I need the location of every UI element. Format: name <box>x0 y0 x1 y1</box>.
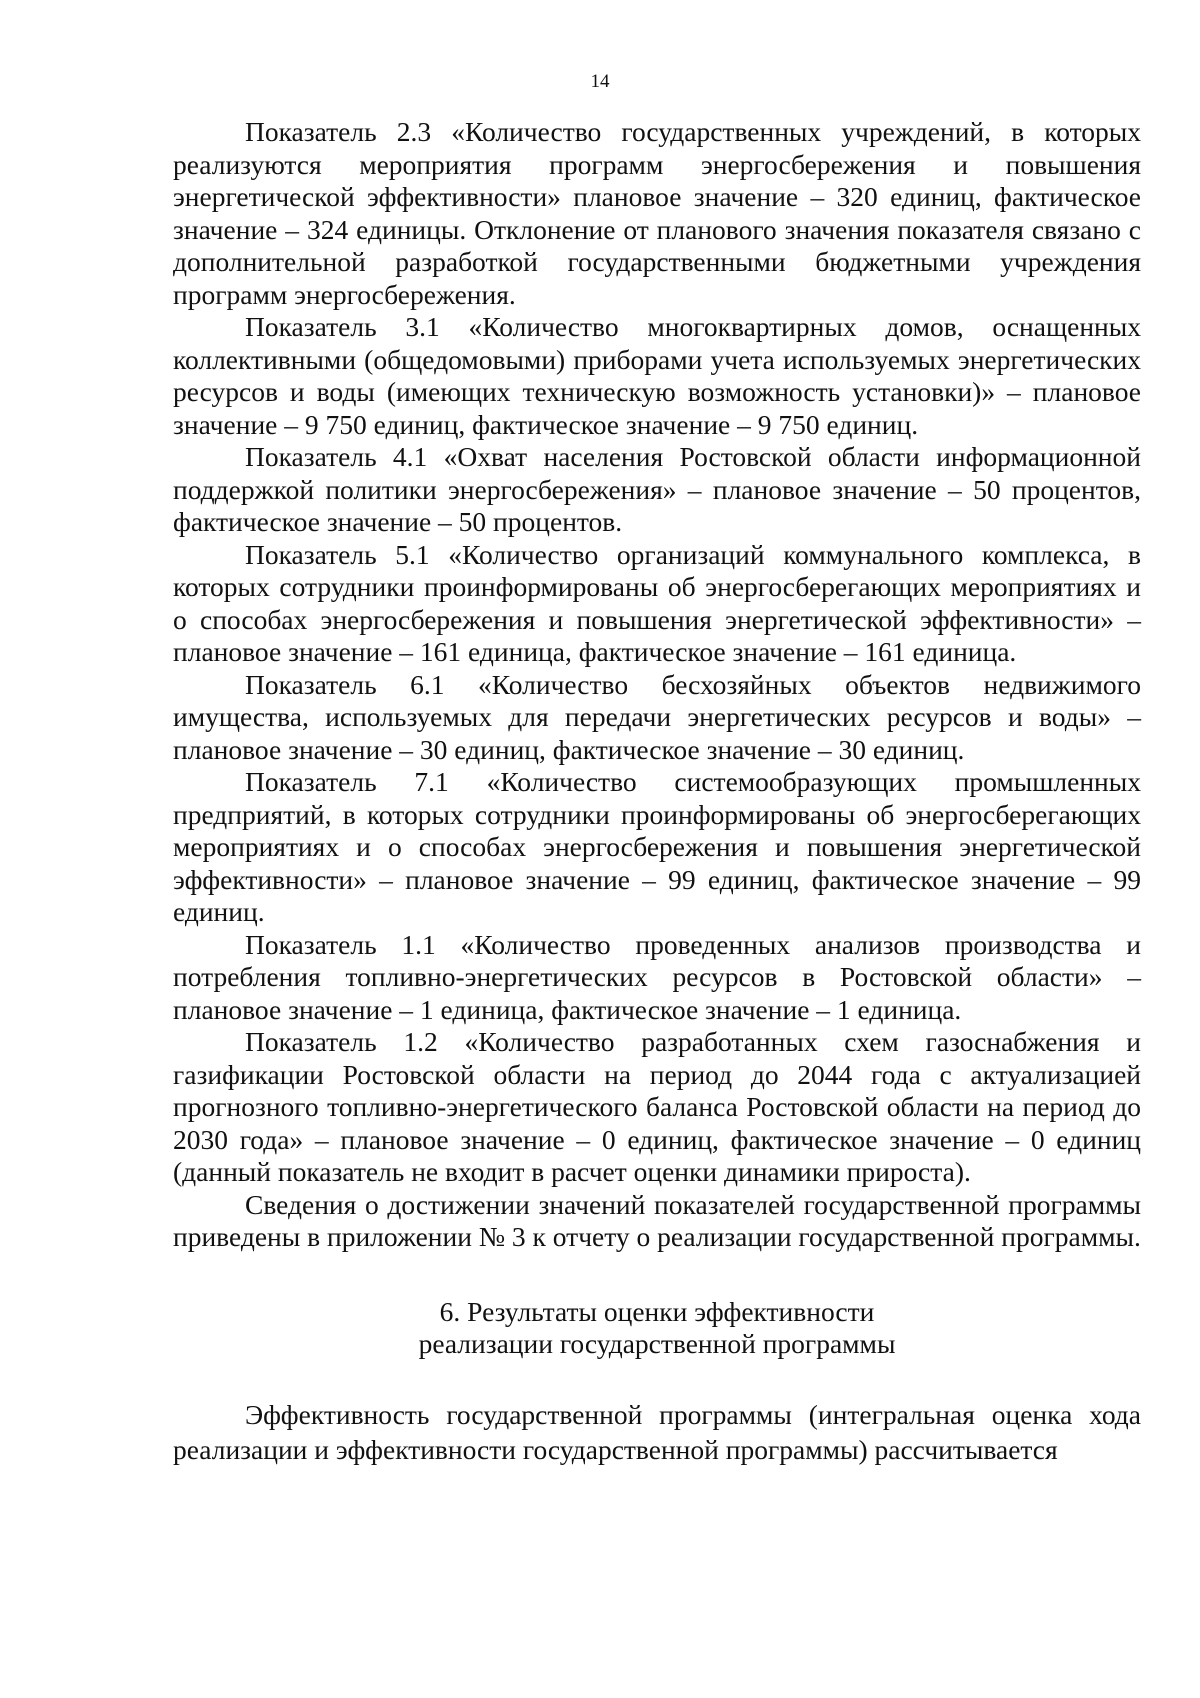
paragraph-indicator-1-2: Показатель 1.2 «Количество разработанных схем газоснабжения и газификации Ростовской области на период до 2044 года с актуализацией прогнозного топливно-энергетического баланса Ростовской области на период до 2030 года» – плановое значение – 0 единиц, фактическое значение – 0 единиц (данный показатель не входит в расчет оценки динамики прироста). <box>173 1026 1141 1187</box>
paragraph-indicator-3-1: Показатель 3.1 «Количество многоквартирных домов, оснащенных коллективными (общедомовыми) приборами учета используемых энергетических ресурсов и воды (имеющих техническую возможность установки)» – плановое значение – 9 750 единиц, фактическое значение – 9 750 единиц. <box>173 311 1141 440</box>
document-body <box>173 116 1141 1467</box>
paragraph-indicator-6-1: Показатель 6.1 «Количество бесхозяйных объектов недвижимого имущества, используемых для передачи энергетических ресурсов и воды» – плановое значение – 30 единиц, фактическое значение – 30 единиц. <box>173 668 1141 765</box>
paragraph-efficiency: Эффективность государственной программы (интегральная оценка хода реализации и эффективности государственной программы) рассчитывается <box>173 1398 1141 1465</box>
section-heading-line-2: реализации государственной программы <box>418 1328 896 1359</box>
section-heading-line-1: 6. Результаты оценки эффективности <box>439 1295 875 1327</box>
page-number: 14 <box>590 71 610 92</box>
paragraph-indicator-7-1: Показатель 7.1 «Количество системообразующих промышленных предприятий, в которых сотрудники проинформированы об энергосберегающих мероприятиях и о способах энергосбережения и повышения энергетической эффективности» – плановое значение – 99 единиц, фактическое значение – 99 единиц. <box>173 766 1141 927</box>
paragraph-indicator-4-1: Показатель 4.1 «Охват населения Ростовской области информационной поддержкой политики энергосбережения» – плановое значение – 50 процентов, фактическое значение – 50 процентов. <box>173 441 1141 537</box>
paragraph-indicator-1-1: Показатель 1.1 «Количество проведенных анализов производства и потребления топливно-энергетических ресурсов в Ростовской области» – плановое значение – 1 единица, фактическое значение – 1 единица. <box>173 928 1141 1025</box>
paragraph-indicator-2-3: Показатель 2.3 «Количество государственных учреждений, в которых реализуются мероприятия программ энергосбережения и повышения энергетической эффективности» плановое значение – 320 единиц, фактическое значение – 324 единицы. Отклонение от планового значения показателя связано с дополнительной разработкой государственными бюджетными учреждения программ энергосбережения. <box>173 116 1141 310</box>
paragraph-indicator-5-1: Показатель 5.1 «Количество организаций коммунального комплекса, в которых сотрудники проинформированы об энергосберегающих мероприятиях и о способах энергосбережения и повышения энергетической эффективности» – плановое значение – 161 единица, фактическое значение – 161 единица. <box>173 538 1141 667</box>
paragraph-appendix-reference: Сведения о достижении значений показателей государственной программы приведены в приложении № 3 к отчету о реализации государственной программы. <box>173 1188 1141 1252</box>
section-heading <box>173 1296 1141 1361</box>
